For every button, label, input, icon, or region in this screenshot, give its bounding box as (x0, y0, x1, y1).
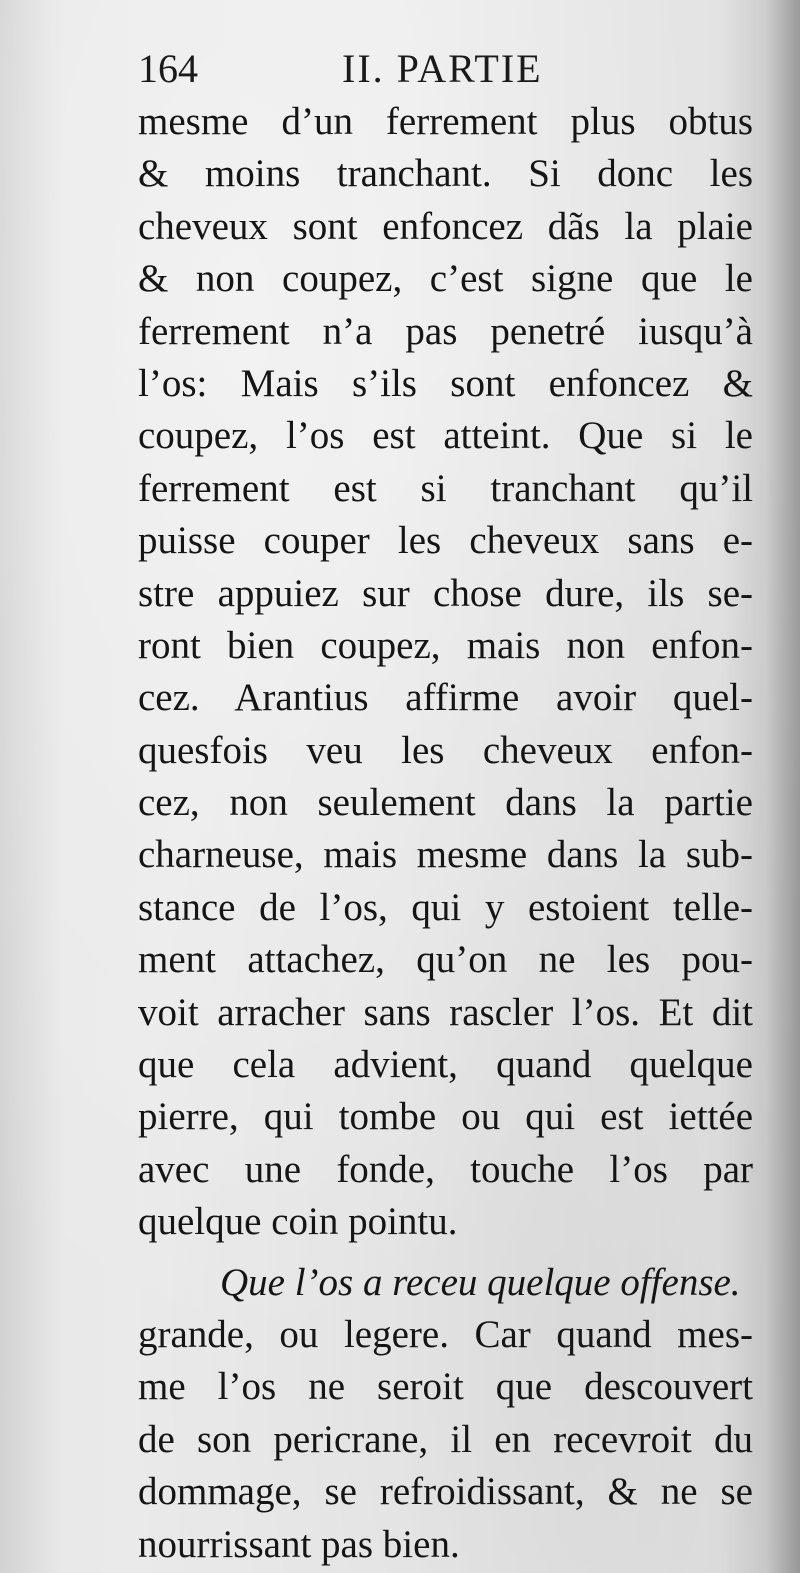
text-line: avec une fonde, touche l’os par (138, 1147, 753, 1191)
running-head: II. PARTIE (342, 46, 543, 91)
body-text (138, 96, 753, 1571)
text-line: cheveux sont enfoncez dãs la plaie (138, 204, 753, 248)
page-header (138, 36, 738, 98)
text-line: nourrissant pas bien. (138, 1522, 460, 1566)
text-line: coupez, l’os est atteint. Que si le (138, 414, 753, 458)
text-line: de son pericrane, il en recevroit du (138, 1417, 753, 1461)
italic-heading: Que l’os a receu quelque offense. (220, 1260, 741, 1304)
text-line: ferrement n’a pas penetré iusqu’à (138, 309, 753, 353)
paragraph-gap (138, 1249, 753, 1257)
text-line: cez. Arantius affirme avoir quel- (138, 676, 753, 720)
text-line: cez, non seulement dans la partie (138, 781, 753, 825)
text-line: ferrement est si tranchant qu’il (138, 466, 753, 510)
text-line: que cela advient, quand quelque (138, 1043, 753, 1087)
text-line: quelque coin pointu. (138, 1200, 458, 1244)
page-edge-shadow (766, 0, 800, 1573)
text-line: puisse couper les cheveux sans e- (138, 519, 753, 563)
text-line: pierre, qui tombe ou qui est iettée (138, 1095, 753, 1139)
text-line: l’os: Mais s’ils sont enfoncez & (138, 361, 753, 405)
text-line: dommage, se refroidissant, & ne se (138, 1470, 753, 1514)
text-line: quesfois veu les cheveux enfon- (138, 728, 753, 772)
text-line: ront bien coupez, mais non enfon- (138, 623, 753, 667)
text-line: stre appuiez sur chose dure, ils se- (138, 571, 753, 615)
page-number: 164 (138, 46, 198, 91)
text-line: & moins tranchant. Si donc les (138, 152, 753, 196)
text-line: charneuse, mais mesme dans la sub- (138, 833, 753, 877)
text-line: voit arracher sans rascler l’os. Et dit (138, 990, 753, 1034)
text-line: & non coupez, c’est signe que le (138, 257, 753, 301)
text-line: ment attachez, qu’on ne les pou- (138, 938, 753, 982)
text-line: stance de l’os, qui y estoient telle- (138, 885, 753, 929)
text-line: me l’os ne seroit que descouvert (138, 1365, 753, 1409)
text-line: grande, ou legere. Car quand mes- (138, 1312, 753, 1356)
text-line: mesme d’un ferrement plus obtus (138, 100, 753, 143)
